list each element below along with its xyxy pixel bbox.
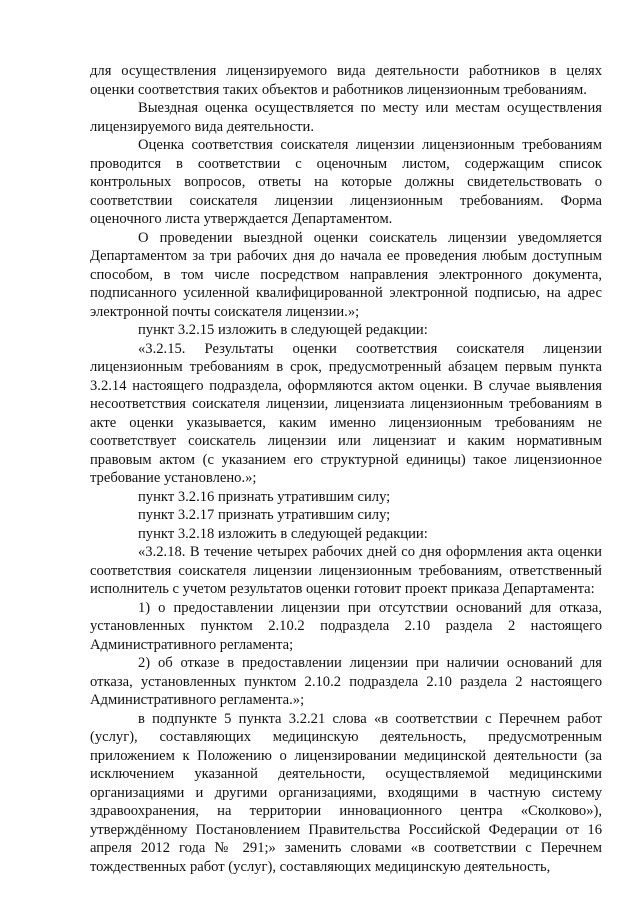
paragraph: Выездная оценка осуществляется по месту или местам осуществления лицензируемого вида деятельности. <box>90 100 602 135</box>
document-body <box>90 62 602 876</box>
paragraph: 1) о предоставлении лицензии при отсутствии оснований для отказа, установленных пунктом 2.10.2 подраздела 2.10 раздела 2 настоящего Административного регламента; <box>90 599 602 653</box>
paragraph: «3.2.15. Результаты оценки соответствия соискателя лицензии лицензионным требованиям в срок, предусмотренный абзацем первым пункта 3.2.14 настоящего подраздела, оформляются актом оценки. В случае выявления несоответствия соискателя лицензии, лицензиата лицензионным требованиям в акте оценки указывается, каким именно лицензионным требованиям не соответствует соискатель лицензии или лицензиат и каким нормативным правовым актом (с указанием его структурной единицы) такое лицензионное требование установлено.»; <box>90 340 602 486</box>
paragraph: пункт 3.2.15 изложить в следующей редакции: <box>138 322 428 338</box>
paragraph: О проведении выездной оценки соискатель лицензии уведомляется Департаментом за три рабочих дня до начала ее проведения любым доступным способом, в том числе посредством направления электронного документа, подписанного усиленной квалифицированной электронной подписью, на адрес электронной почты соискателя лицензии.»; <box>90 229 602 320</box>
paragraph: «3.2.18. В течение четырех рабочих дней со дня оформления акта оценки соответствия соискателя лицензии лицензионным требованиям, ответственный исполнитель с учетом результатов оценки готовит проект приказа Департамента: <box>90 544 602 597</box>
paragraph: пункт 3.2.17 признать утратившим силу; <box>138 507 391 523</box>
paragraph: в подпункте 5 пункта 3.2.21 слова «в соответствии с Перечнем работ (услуг), составляющих медицинскую деятельность, предусмотренным приложением к Положению о лицензировании медицинской деятельности (за исключением указанной деятельности, осуществляемой медицинскими организациями и другими организациями, входящими в частную систему здравоохранения, на территории инновационного центра «Сколково»), утверждённому Постановлением Правительства Российской Федерации от 16 апреля 2012 года № 291;» заменить словами «в соответствии с Перечнем тождественных работ (услуг), составляющих медицинскую деятельность, <box>90 710 602 875</box>
paragraph: пункт 3.2.16 признать утратившим силу; <box>138 488 391 505</box>
paragraph: 2) об отказе в предоставлении лицензии при наличии оснований для отказа, установленных пунктом 2.10.2 подраздела 2.10 раздела 2 настоящего Административного регламента.»; <box>90 655 602 708</box>
paragraph: Оценка соответствия соискателя лицензии лицензионным требованиям проводится в соответствии с оценочным листом, содержащим список контрольных вопросов, ответы на которые должны свидетельствовать о соответствии соискателя лицензии лицензионным требованиям. Форма оценочного листа утверждается Департаментом. <box>90 137 602 227</box>
paragraph: для осуществления лицензируемого вида деятельности работников в целях оценки соответствия таких объектов и работников лицензионным требованиям. <box>90 63 602 98</box>
paragraph: пункт 3.2.18 изложить в следующей редакции: <box>138 525 428 542</box>
